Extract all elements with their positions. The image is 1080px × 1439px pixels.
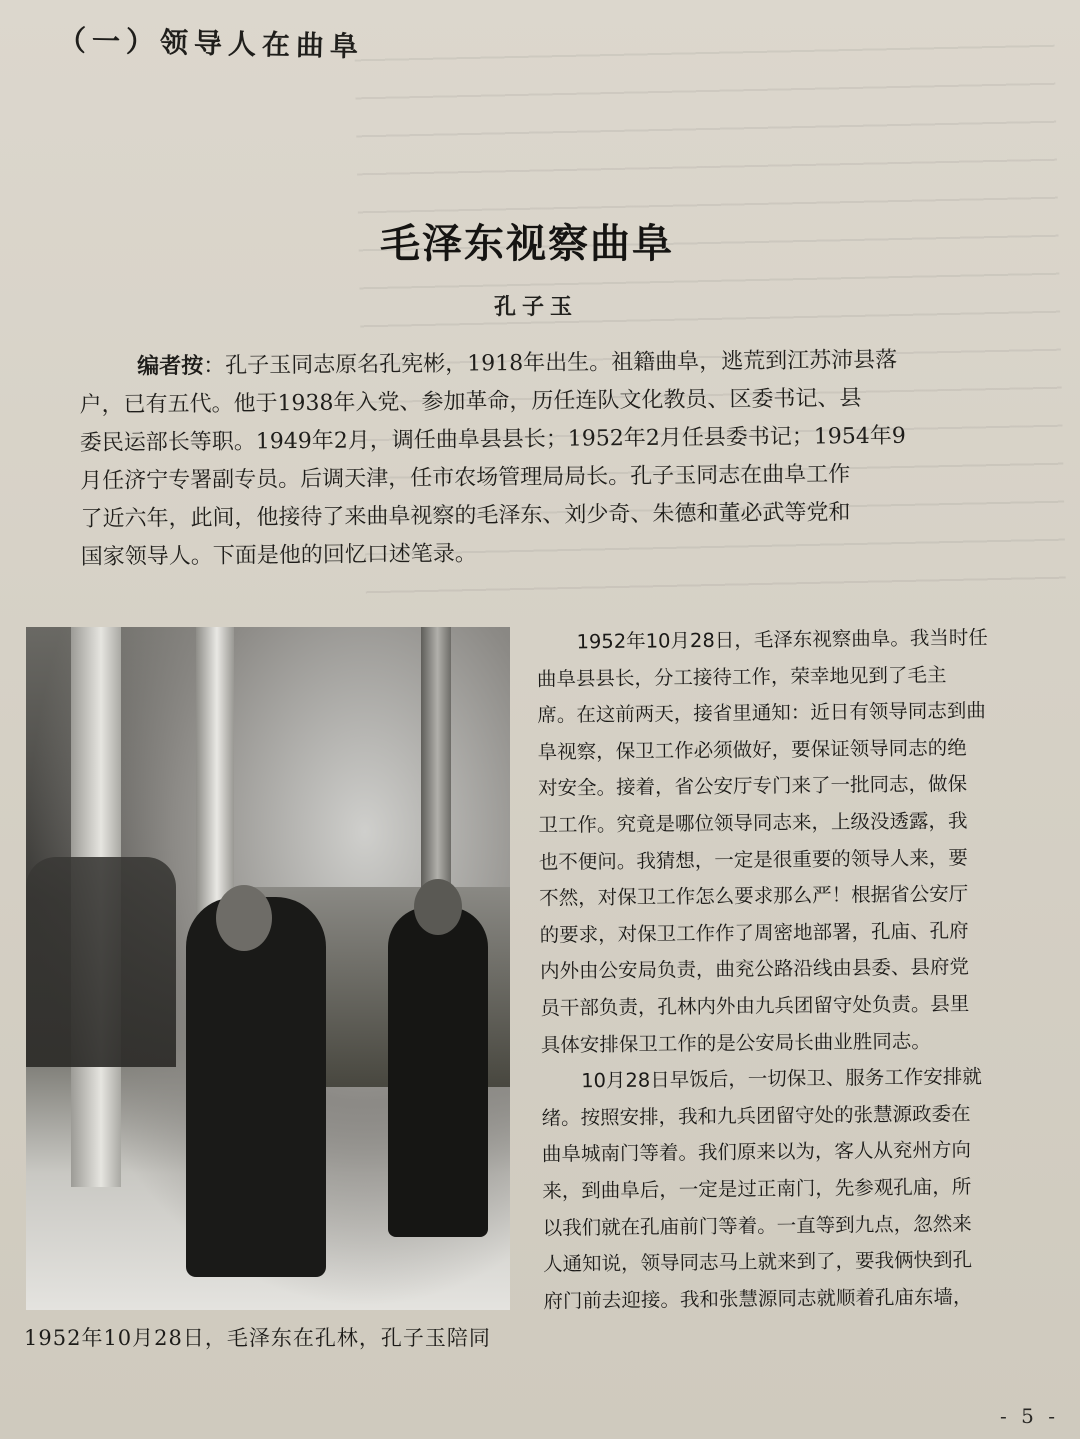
body-line: 绪。按照安排，我和九兵团留守处的张慧源政委在: [541, 1101, 971, 1130]
editor-note-line: 了近六年，此间，他接待了来曲阜视察的毛泽东、刘少奇、朱德和董必武等党和: [80, 500, 851, 532]
page-number: - 5 -: [1000, 1404, 1059, 1428]
body-line: 来，到曲阜后，一定是过正南门，先参观孔庙，所: [542, 1175, 972, 1203]
body-line: 人通知说，领导同志马上就来到了，要我俩快到孔: [542, 1248, 973, 1276]
body-line: 以我们就在孔庙前门等着。一直等到九点，忽然来: [542, 1211, 972, 1240]
section-label: （一）领导人在曲阜: [57, 23, 365, 64]
body-line: 曲阜城南门等着。我们原来以为，客人从兖州方向: [541, 1138, 972, 1167]
body-line: 卫工作。究竟是哪位领导同志来，上级没透露，我: [538, 809, 968, 837]
body-line: 内外由公安局负责，曲兖公路沿线由县委、县府党: [539, 955, 970, 984]
photo-caption: 1952年10月28日，毛泽东在孔林，孔子玉陪同: [24, 1326, 491, 1350]
editor-note-line: 户，已有五代。他于1938年入党、参加革命，历任连队文化教员、区委书记、县: [79, 386, 862, 418]
body-line: 阜视察，保卫工作必须做好，要保证领导同志的绝: [537, 736, 967, 764]
body-line: 的要求，对保卫工作作了周密地部署，孔庙、孔府: [539, 918, 969, 947]
body-line: 曲阜县县长，分工接待工作，荣幸地见到了毛主: [536, 663, 947, 691]
body-line: 1952年10月28日，毛泽东视察曲阜。我当时任: [576, 626, 988, 654]
editor-note-line: 月任济宁专署副专员。后调天津，任市农场管理局局长。孔子玉同志在曲阜工作: [80, 462, 851, 494]
body-line: 席。在这前两天，接省里通知：近日有领导同志到曲: [537, 699, 986, 727]
body-line: 员干部负责，孔林内外由九兵团留守处负责。县里: [540, 992, 970, 1020]
editor-note-line: 国家领导人。下面是他的回忆口述笔录。: [80, 541, 477, 570]
body-line: 也不便问。我猜想，一定是很重要的领导人来，要: [538, 845, 968, 874]
historical-photo: [26, 627, 510, 1310]
editor-note: [79, 341, 981, 577]
article-body: [536, 619, 1063, 1320]
editor-note-text: ：孔子玉同志原名孔宪彬，1918年出生。祖籍曲阜，逃荒到江苏沛县落: [203, 347, 898, 379]
body-line: 具体安排保卫工作的是公安局长曲业胜同志。: [540, 1029, 931, 1057]
editor-note-lead: 编者按: [137, 353, 204, 380]
editor-note-line: 委民运部长等职。1949年2月，调任曲阜县县长；1952年2月任县委书记；1954年9: [79, 423, 906, 456]
body-line: 不然，对保卫工作怎么要求那么严！根据省公安厅: [539, 882, 969, 910]
body-line: 对安全。接着，省公安厅专门来了一批同志，做保: [537, 772, 968, 801]
body-line: 10月28日早饭后，一切保卫、服务工作安排就: [581, 1065, 982, 1093]
article-title: 毛泽东视察曲阜: [380, 221, 674, 267]
article-author: 孔子玉: [494, 294, 579, 320]
body-line: 府门前去迎接。我和张慧源同志就顺着孔庙东墙，: [543, 1284, 973, 1313]
